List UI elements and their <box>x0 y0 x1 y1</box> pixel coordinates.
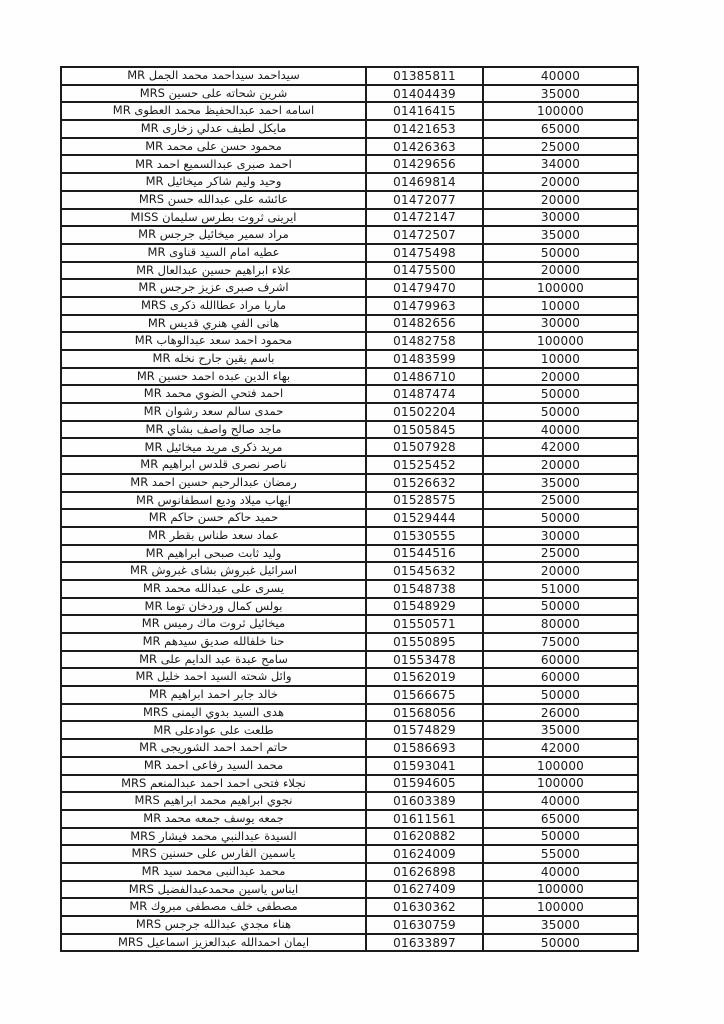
person-name-cell: هدى السيد بدوي اليمنى MRS <box>61 704 366 722</box>
person-name-cell: وحيد وليم شاكر ميخائيل MR <box>61 173 366 191</box>
id-number-cell: 01574829 <box>366 721 483 739</box>
amount-cell: 51000 <box>483 580 638 598</box>
person-name-cell: عائشه على عبدالله حسن MRS <box>61 191 366 209</box>
amount-cell: 80000 <box>483 615 638 633</box>
table-row <box>61 704 638 722</box>
id-number-cell: 01482656 <box>366 315 483 333</box>
person-name-cell: ايمان احمدالله عبدالعزيز اسماعيل MRS <box>61 934 366 952</box>
amount-cell: 25000 <box>483 492 638 510</box>
table-row <box>61 668 638 686</box>
amount-cell: 50000 <box>483 403 638 421</box>
person-name-cell: بولس كمال وردخان توما MR <box>61 598 366 616</box>
table-row <box>61 385 638 403</box>
table-row <box>61 138 638 156</box>
table-row <box>61 881 638 899</box>
amount-cell: 42000 <box>483 739 638 757</box>
table-row <box>61 67 638 85</box>
table-row <box>61 810 638 828</box>
amount-cell: 20000 <box>483 562 638 580</box>
table-row <box>61 297 638 315</box>
person-name-cell: حمدى سالم سعد رشوان MR <box>61 403 366 421</box>
table-row <box>61 332 638 350</box>
amount-cell: 25000 <box>483 545 638 563</box>
id-number-cell: 01507928 <box>366 438 483 456</box>
id-number-cell: 01594605 <box>366 775 483 793</box>
person-name-cell: طلعت على عوادعلى MR <box>61 721 366 739</box>
person-name-cell: احمد صبرى عبدالسميع احمد MR <box>61 155 366 173</box>
person-name-cell: ناصر نصرى قلدس ابراهيم MR <box>61 456 366 474</box>
person-name-cell: ايناس ياسين محمدعبدالفضيل MRS <box>61 881 366 899</box>
amount-cell: 65000 <box>483 810 638 828</box>
id-number-cell: 01568056 <box>366 704 483 722</box>
person-name-cell: حميد حاكم حسن حاكم MR <box>61 509 366 527</box>
id-number-cell: 01548929 <box>366 598 483 616</box>
id-number-cell: 01429656 <box>366 155 483 173</box>
id-number-cell: 01630759 <box>366 916 483 934</box>
person-name-cell: ايرينى ثروت بطرس سليمان MISS <box>61 209 366 227</box>
table-row <box>61 721 638 739</box>
amount-cell: 10000 <box>483 297 638 315</box>
table-row <box>61 102 638 120</box>
amount-cell: 60000 <box>483 668 638 686</box>
id-number-cell: 01502204 <box>366 403 483 421</box>
id-number-cell: 01479470 <box>366 279 483 297</box>
table-row <box>61 545 638 563</box>
amount-cell: 100000 <box>483 898 638 916</box>
person-name-cell: ايهاب ميلاد وديع اسطفانوس MR <box>61 492 366 510</box>
id-number-cell: 01544516 <box>366 545 483 563</box>
person-name-cell: بهاء الدين عبده احمد حسين MR <box>61 368 366 386</box>
amount-cell: 35000 <box>483 721 638 739</box>
id-number-cell: 01426363 <box>366 138 483 156</box>
table-row <box>61 775 638 793</box>
amount-cell: 35000 <box>483 226 638 244</box>
person-name-cell: رمضان عبدالرحيم حسين احمد MR <box>61 474 366 492</box>
amount-cell: 100000 <box>483 279 638 297</box>
id-number-cell: 01530555 <box>366 527 483 545</box>
person-name-cell: خالد جابر احمد ابراهيم MR <box>61 686 366 704</box>
id-number-cell: 01487474 <box>366 385 483 403</box>
table-row <box>61 456 638 474</box>
table-row <box>61 244 638 262</box>
id-number-cell: 01626898 <box>366 863 483 881</box>
table-row <box>61 438 638 456</box>
id-number-cell: 01486710 <box>366 368 483 386</box>
id-number-cell: 01566675 <box>366 686 483 704</box>
table-row <box>61 315 638 333</box>
table-row <box>61 792 638 810</box>
amount-cell: 50000 <box>483 598 638 616</box>
table-row <box>61 598 638 616</box>
amount-cell: 100000 <box>483 332 638 350</box>
amount-cell: 35000 <box>483 916 638 934</box>
id-number-cell: 01529444 <box>366 509 483 527</box>
amount-cell: 20000 <box>483 368 638 386</box>
id-number-cell: 01505845 <box>366 421 483 439</box>
amount-cell: 30000 <box>483 209 638 227</box>
id-number-cell: 01469814 <box>366 173 483 191</box>
table-row <box>61 509 638 527</box>
beneficiary-table <box>60 66 639 952</box>
table-row <box>61 120 638 138</box>
table-row <box>61 173 638 191</box>
person-name-cell: وليد ثابت صبحى ابراهيم MR <box>61 545 366 563</box>
person-name-cell: ماريا مراد عطاالله ذكرى MRS <box>61 297 366 315</box>
id-number-cell: 01475500 <box>366 262 483 280</box>
person-name-cell: احمد فتحي الضوي محمد MR <box>61 385 366 403</box>
person-name-cell: مريد ذكرى مريد ميخائيل MR <box>61 438 366 456</box>
id-number-cell: 01416415 <box>366 102 483 120</box>
amount-cell: 10000 <box>483 350 638 368</box>
id-number-cell: 01562019 <box>366 668 483 686</box>
table-row <box>61 828 638 846</box>
id-number-cell: 01545632 <box>366 562 483 580</box>
person-name-cell: محمد عبدالنبى محمد سيد MR <box>61 863 366 881</box>
amount-cell: 75000 <box>483 633 638 651</box>
amount-cell: 20000 <box>483 191 638 209</box>
amount-cell: 50000 <box>483 244 638 262</box>
id-number-cell: 01550895 <box>366 633 483 651</box>
id-number-cell: 01603389 <box>366 792 483 810</box>
id-number-cell: 01624009 <box>366 845 483 863</box>
table-body <box>61 67 638 951</box>
amount-cell: 50000 <box>483 385 638 403</box>
table-row <box>61 863 638 881</box>
table-row <box>61 757 638 775</box>
id-number-cell: 01526632 <box>366 474 483 492</box>
id-number-cell: 01483599 <box>366 350 483 368</box>
person-name-cell: نجوي ابراهيم محمد ابراهيم MRS <box>61 792 366 810</box>
table-row <box>61 85 638 103</box>
amount-cell: 100000 <box>483 102 638 120</box>
amount-cell: 40000 <box>483 421 638 439</box>
person-name-cell: ياسمين الفارس على حسنين MRS <box>61 845 366 863</box>
id-number-cell: 01472147 <box>366 209 483 227</box>
person-name-cell: السيدة عبدالنبي محمد فيشار MRS <box>61 828 366 846</box>
amount-cell: 40000 <box>483 67 638 85</box>
person-name-cell: اسرائيل غبروش بشاى غبروش MR <box>61 562 366 580</box>
table-row <box>61 155 638 173</box>
id-number-cell: 01482758 <box>366 332 483 350</box>
id-number-cell: 01421653 <box>366 120 483 138</box>
amount-cell: 30000 <box>483 527 638 545</box>
table-row <box>61 845 638 863</box>
table-row <box>61 191 638 209</box>
table-row <box>61 527 638 545</box>
table-row <box>61 474 638 492</box>
table-row <box>61 916 638 934</box>
person-name-cell: عطيه امام السيد قناوى MR <box>61 244 366 262</box>
amount-cell: 100000 <box>483 757 638 775</box>
id-number-cell: 01475498 <box>366 244 483 262</box>
person-name-cell: سامح عبدة عبد الدايم على MR <box>61 651 366 669</box>
id-number-cell: 01385811 <box>366 67 483 85</box>
id-number-cell: 01404439 <box>366 85 483 103</box>
person-name-cell: سيداحمد سيداحمد محمد الجمل MR <box>61 67 366 85</box>
amount-cell: 50000 <box>483 686 638 704</box>
id-number-cell: 01548738 <box>366 580 483 598</box>
id-number-cell: 01472507 <box>366 226 483 244</box>
table-row <box>61 492 638 510</box>
id-number-cell: 01525452 <box>366 456 483 474</box>
table-row <box>61 615 638 633</box>
amount-cell: 26000 <box>483 704 638 722</box>
id-number-cell: 01593041 <box>366 757 483 775</box>
amount-cell: 30000 <box>483 315 638 333</box>
id-number-cell: 01627409 <box>366 881 483 899</box>
person-name-cell: اسامه احمد عبدالحفيظ محمد العطوى MR <box>61 102 366 120</box>
table-row <box>61 262 638 280</box>
table-row <box>61 279 638 297</box>
person-name-cell: حاتم احمد احمد الشوريجى MR <box>61 739 366 757</box>
amount-cell: 20000 <box>483 262 638 280</box>
person-name-cell: علاء ابراهيم حسين عبدالعال MR <box>61 262 366 280</box>
amount-cell: 42000 <box>483 438 638 456</box>
table-row <box>61 403 638 421</box>
person-name-cell: نجلاء فتحى احمد احمد عبدالمنعم MRS <box>61 775 366 793</box>
id-number-cell: 01611561 <box>366 810 483 828</box>
amount-cell: 100000 <box>483 775 638 793</box>
person-name-cell: ماجد صالح واصف بشاي MR <box>61 421 366 439</box>
table-row <box>61 562 638 580</box>
table-row <box>61 350 638 368</box>
id-number-cell: 01586693 <box>366 739 483 757</box>
amount-cell: 20000 <box>483 173 638 191</box>
amount-cell: 35000 <box>483 474 638 492</box>
person-name-cell: شرين شحاته على حسين MRS <box>61 85 366 103</box>
person-name-cell: عماد سعد طناس بقطر MR <box>61 527 366 545</box>
amount-cell: 50000 <box>483 828 638 846</box>
person-name-cell: وائل شحته السيد احمد خليل MR <box>61 668 366 686</box>
person-name-cell: محمد السيد رفاعى احمد MR <box>61 757 366 775</box>
amount-cell: 25000 <box>483 138 638 156</box>
table-row <box>61 421 638 439</box>
amount-cell: 40000 <box>483 792 638 810</box>
amount-cell: 34000 <box>483 155 638 173</box>
table-row <box>61 368 638 386</box>
amount-cell: 60000 <box>483 651 638 669</box>
id-number-cell: 01528575 <box>366 492 483 510</box>
amount-cell: 20000 <box>483 456 638 474</box>
table-row <box>61 226 638 244</box>
amount-cell: 100000 <box>483 881 638 899</box>
person-name-cell: جمعه يوسف جمعه محمد MR <box>61 810 366 828</box>
person-name-cell: باسم يقين جارح نخله MR <box>61 350 366 368</box>
id-number-cell: 01553478 <box>366 651 483 669</box>
table-row <box>61 739 638 757</box>
id-number-cell: 01630362 <box>366 898 483 916</box>
table-row <box>61 686 638 704</box>
person-name-cell: هانى الفي هنري قديس MR <box>61 315 366 333</box>
id-number-cell: 01472077 <box>366 191 483 209</box>
table-row <box>61 898 638 916</box>
id-number-cell: 01633897 <box>366 934 483 952</box>
table-row <box>61 633 638 651</box>
id-number-cell: 01550571 <box>366 615 483 633</box>
table-row <box>61 209 638 227</box>
id-number-cell: 01620882 <box>366 828 483 846</box>
person-name-cell: يسرى على عبدالله محمد MR <box>61 580 366 598</box>
amount-cell: 50000 <box>483 509 638 527</box>
person-name-cell: ميخائيل ثروت ماك رميس MR <box>61 615 366 633</box>
amount-cell: 35000 <box>483 85 638 103</box>
table-row <box>61 934 638 952</box>
person-name-cell: مايكل لطيف عدلي زخارى MR <box>61 120 366 138</box>
person-name-cell: حنا خلفالله صديق سيدهم MR <box>61 633 366 651</box>
person-name-cell: مصطفى خلف مصطفى مبروك MR <box>61 898 366 916</box>
person-name-cell: هناء مجدي عبدالله جرجس MRS <box>61 916 366 934</box>
person-name-cell: محمود حسن على محمد MR <box>61 138 366 156</box>
id-number-cell: 01479963 <box>366 297 483 315</box>
table-row <box>61 651 638 669</box>
amount-cell: 50000 <box>483 934 638 952</box>
table-row <box>61 580 638 598</box>
person-name-cell: اشرف صبرى عزيز جرجس MR <box>61 279 366 297</box>
amount-cell: 65000 <box>483 120 638 138</box>
amount-cell: 55000 <box>483 845 638 863</box>
person-name-cell: مراد سمير ميخائيل جرجس MR <box>61 226 366 244</box>
person-name-cell: محمود احمد سعد عبدالوهاب MR <box>61 332 366 350</box>
amount-cell: 40000 <box>483 863 638 881</box>
